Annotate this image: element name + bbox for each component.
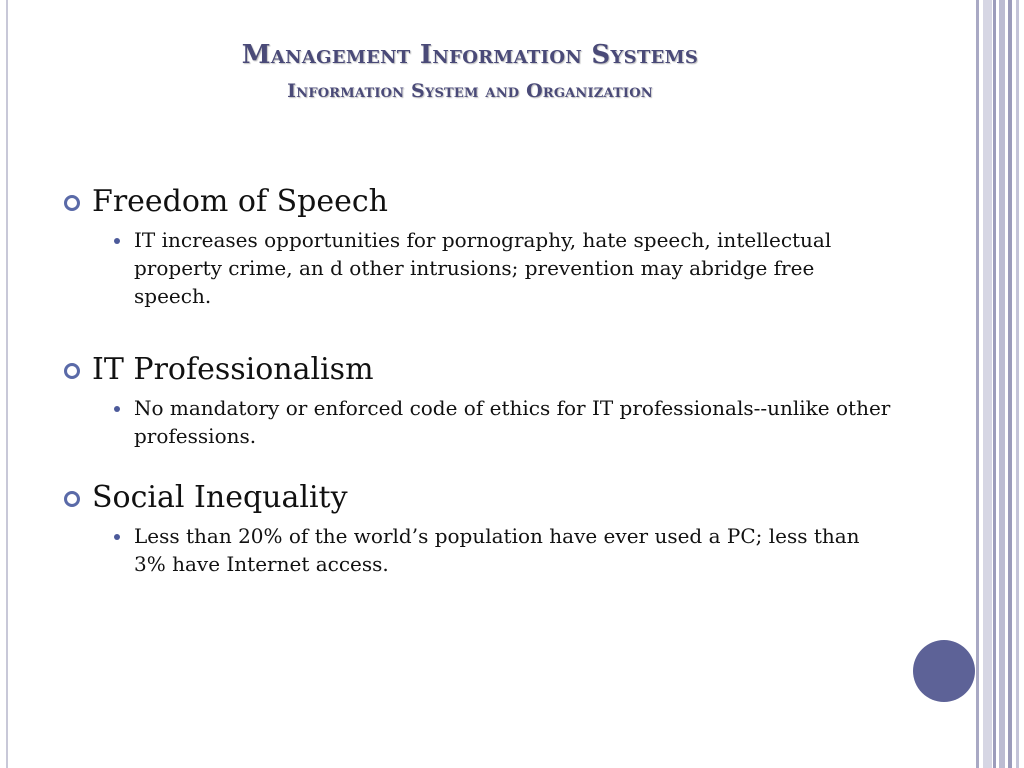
slide-title: Management Information Systems	[241, 40, 699, 70]
item-bullet-text: IT increases opportunities for pornography, hate speech, intellectual property crime, an d other intrusions; prevention may abridge free speech.	[134, 228, 832, 308]
ring-bullet-icon	[64, 363, 80, 379]
list-item	[62, 182, 892, 310]
right-stripe-frame	[976, 0, 1024, 768]
slide-content	[62, 182, 892, 578]
stripe	[993, 0, 996, 768]
item-heading	[62, 478, 892, 518]
stripe	[983, 0, 992, 768]
circle-decoration	[913, 640, 975, 702]
dot-bullet-icon	[114, 406, 120, 412]
item-heading	[62, 182, 892, 222]
ring-bullet-icon	[64, 491, 80, 507]
stripe	[1016, 0, 1019, 768]
ring-bullet-icon	[64, 195, 80, 211]
stripe	[999, 0, 1005, 768]
item-bullet	[62, 226, 892, 310]
item-heading-text: IT Professionalism	[92, 352, 374, 387]
item-bullet	[62, 394, 892, 450]
list-item	[62, 350, 892, 450]
item-heading	[62, 350, 892, 390]
left-border-line	[6, 0, 8, 768]
dot-bullet-icon	[114, 238, 120, 244]
item-bullet-text: No mandatory or enforced code of ethics for IT professionals--unlike other professions.	[134, 396, 891, 448]
list-item	[62, 478, 892, 578]
stripe	[1008, 0, 1012, 768]
item-bullet	[62, 522, 892, 578]
stripe	[976, 0, 979, 768]
dot-bullet-icon	[114, 534, 120, 540]
item-heading-text: Social Inequality	[92, 480, 348, 515]
slide-subtitle: Information System and Organization	[287, 80, 653, 102]
item-bullet-text: Less than 20% of the world’s population have ever used a PC; less than 3% have Internet access.	[134, 524, 860, 576]
item-heading-text: Freedom of Speech	[92, 184, 389, 219]
